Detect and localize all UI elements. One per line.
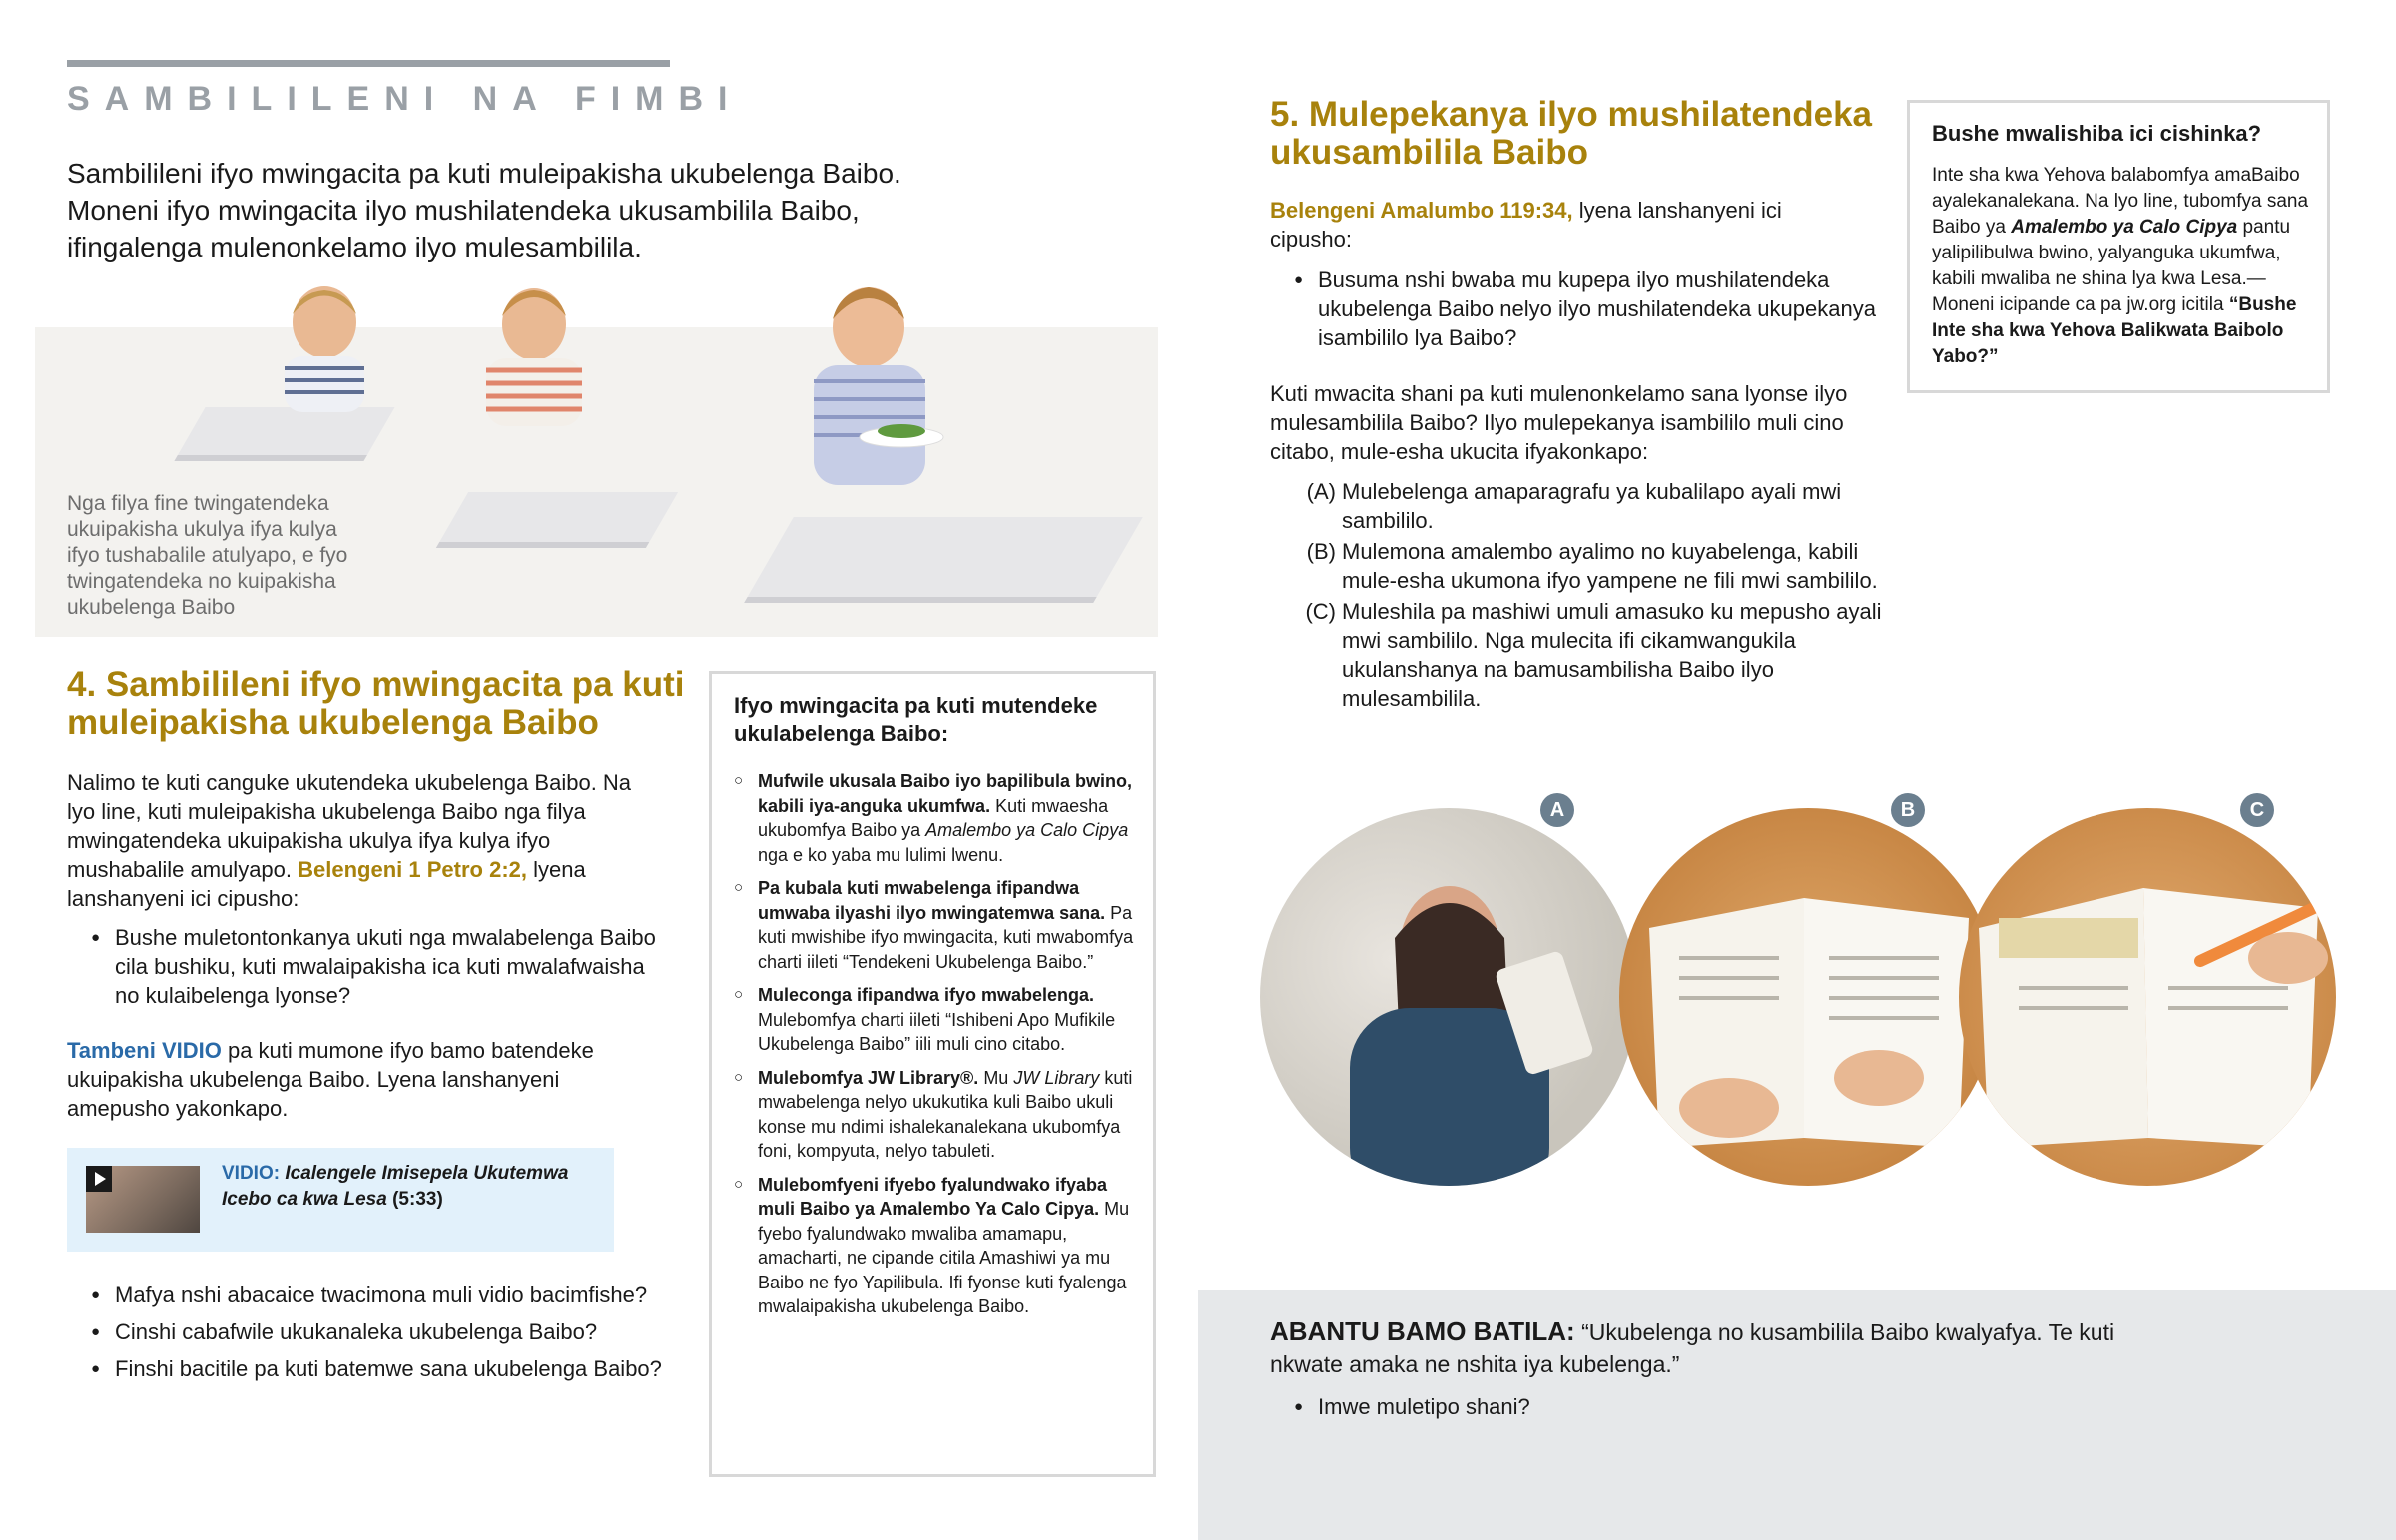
video-title: Icalengele Imisepela Ukutemwa Icebo ca kwa Lesa [222, 1163, 569, 1210]
woman-reading-icon [1260, 808, 1637, 1186]
tips-box [709, 671, 1156, 1477]
option-b: (B) Mulemona amalembo ayalimo no kuyabelenga, kabili mule-esha ukumona ifyo yampene ne fili mwi sambililo. [1306, 539, 1878, 593]
section-5-body: Kuti mwacita shani pa kuti mulenonkelamo sana lyonse ilyo mulesambilila Baibo? Ilyo mulepekanya isambililo muli cino citabo, mule-esha ukucita ifyakonkapo: [1270, 381, 1848, 464]
highlighter-book-icon [1959, 808, 2336, 1186]
video-thumbnail[interactable] [86, 1166, 200, 1233]
objection-text: “Ukubelenga no kusambilila Baibo kwalyafya. Te kuti nkwate amaka ne nshita iya kubelenga.” [1270, 1319, 2115, 1377]
list-item: ● Bushe muletontonkanya ukuti nga mwalabelenga Baibo cila bushiku, kuti mwalaipakisha ica kuti mwalafwaisha no kulaibelenga lyonse? [67, 923, 666, 1010]
play-icon[interactable] [86, 1166, 112, 1192]
tips-box-title: Ifyo mwingacita pa kuti mutendeke ukulabelenga Baibo: [734, 693, 1098, 746]
list-item: ● Mafya nshi abacaice twacimona muli vidio bacimfishe? [67, 1281, 686, 1309]
section-5-scripture [1270, 196, 1869, 254]
table-1 [174, 407, 394, 461]
image-c-highlighting [1959, 808, 2336, 1186]
video-duration: (5:33) [392, 1189, 443, 1210]
objection-quote [1270, 1315, 2148, 1380]
section-4-body-post: lyena lanshanyeni ici cipusho: [67, 857, 586, 911]
section-4-question [67, 923, 666, 1018]
option-a: (A) Mulebelenga amaparagrafu ya kubalilapo ayali mwi sambililo. [1306, 479, 1842, 533]
did-you-know-text: Inte sha kwa Yehova balabomfya amaBaibo ayalekanalekana. Na lyo line, tubomfya sana Baibo ya Amalembo ya Calo Cipya pantu yalipilibulwa bwino, yalyanguka ukumfwa, kabili mwaliba ne shina lya kwa Lesa.—Moneni icipande ca pa jw.org icitila “Bushe Inte sha kwa Yehova Balikwata Baibolo Yabo?” [1932, 165, 2309, 367]
boy-trying [444, 282, 614, 432]
objection-question [1270, 1392, 1869, 1429]
section-5-question [1270, 265, 1889, 360]
video-label: VIDIO: [222, 1163, 281, 1184]
video-questions [67, 1281, 686, 1391]
list-item: ● Cinshi cabafwile ukukanaleka ukubelenga Baibo? [67, 1317, 686, 1346]
table-3 [744, 517, 1143, 603]
boy-enjoying [774, 277, 963, 517]
watch-video-link[interactable]: Tambeni VIDIO [67, 1038, 222, 1063]
badge-c: C [2240, 793, 2274, 827]
video-card[interactable] [67, 1148, 614, 1252]
list-item: ○ Mulebomfyeni ifyebo fyalundwako ifyaba muli Baibo ya Amalembo Ya Calo Cipya. Mu fyebo fyalundwako mwaliba amamapu, amacharti, ne cipande citila Amashiwi ya mu Baibo ne fyo Yapilibula. Ifi fyonse kuti fyalenga mwalaipakisha ukubelenga Baibo. [734, 1173, 1138, 1319]
section-kicker: SAMBILILENI NA FIMBI [67, 80, 743, 118]
scripture-link-1-peter[interactable]: Belengeni 1 Petro 2:2, [298, 857, 527, 882]
list-item: ● Imwe muletipo shani? [1270, 1392, 1869, 1421]
table-2 [436, 492, 678, 548]
video-card-text[interactable] [222, 1161, 601, 1213]
list-item: ○ Muleconga ifipandwa ifyo mwabelenga. Mulebomfya charti iileti “Ishibeni Apo Mufikile Ukubelenga Baibo” iili muli cino citabo. [734, 983, 1138, 1057]
video-intro [67, 1036, 626, 1123]
video-intro-text: pa kuti mumone ifyo bamo batendeke ukuipakisha ukubelenga Baibo. Lyena lanshanyeni amepusho yakonkapo. [67, 1038, 594, 1121]
boy-reluctant [255, 282, 394, 412]
list-item: ○ Mulebomfya JW Library®. Mu JW Library kuti mwabelenga nelyo ukukutika kuli Baibo ukuli konse mu ndimi ishalekanalekana ukubomfya foni, kompyuta, nelyo tabuleti. [734, 1066, 1138, 1164]
list-item: ● Finshi bacitile pa kuti batemwe sana ukubelenga Baibo? [67, 1354, 686, 1383]
open-book-icon [1619, 808, 1997, 1186]
did-you-know-title: Bushe mwalishiba ici cishinka? [1932, 121, 2262, 146]
list-item: ○ Pa kubala kuti mwabelenga ifipandwa umwaba ilyashi ilyo mwingatemwa sana. Pa kuti mwishibe ifyo mwingacita, kuti mwabomfya charti iileti “Tendekeni Ukubelenga Baibo.” [734, 876, 1138, 974]
article-link[interactable]: “Bushe Inte sha kwa Yehova Balikwata Baibolo Yabo?” [1932, 294, 2297, 367]
option-c: (C) Muleshila pa mashiwi umuli amasuko ku mepusho ayali mwi sambililo. Nga mulecita ifi cikamwangukila ukulanshanya na bamusambilisha Baibo ilyo mulesambilila. [1305, 599, 1882, 711]
section-4-title: 4. Sambilileni ifyo mwingacita pa kuti muleipakisha ukubelenga Baibo [67, 665, 685, 742]
tips-list [734, 770, 1138, 1328]
badge-b: B [1891, 793, 1925, 827]
list-item: ● Busuma nshi bwaba mu kupepa ilyo mushilatendeka ukubelenga Baibo nelyo ilyo mushilatendeka ukupekanya isambililo lya Baibo? [1270, 265, 1889, 352]
section-4-body-pre: Nalimo te kuti canguke ukutendeka ukubelenga Baibo. Na lyo line, kuti muleipakisha ukubelenga Baibo nga filya mwingatendeka ukuipakisha ukulya ifya kulya ifyo mushabalile amulyapo. [67, 770, 632, 882]
badge-a: A [1540, 793, 1574, 827]
scripture-link-psalm[interactable]: Belengeni Amalumbo 119:34, [1270, 198, 1573, 223]
list-item: ○ Mufwile ukusala Baibo iyo bapilibula bwino, kabili iya-anguka ukumfwa. Kuti mwaesha ukubomfya Baibo ya Amalembo ya Calo Cipya nga e ko yaba mu lulimi lwenu. [734, 770, 1138, 867]
top-rule [67, 60, 670, 67]
objection-label: ABANTU BAMO BATILA: [1270, 1316, 1575, 1346]
did-you-know-box [1907, 100, 2330, 393]
illustration-caption: Nga filya fine twingatendeka ukuipakisha ukulya ifya kulya ifyo tushabalile atulyapo, e fyo twingatendeka no kuipakisha ukubelenga Baibo [67, 492, 348, 619]
image-a-reading-phone [1260, 808, 1637, 1186]
section-4-body [67, 769, 646, 913]
image-b-open-book [1619, 808, 1997, 1186]
section-5-ref-post: lyena lanshanyeni ici cipusho: [1270, 198, 1782, 252]
section-5-options [1270, 477, 1889, 715]
intro-paragraph: Sambilileni ifyo mwingacita pa kuti muleipakisha ukubelenga Baibo. Moneni ifyo mwingacita ilyo mushilatendeka ukusambilila Baibo, ifingalenga mulenonkelamo ilyo mulesambilila. [67, 158, 901, 262]
section-5-title: 5. Mulepekanya ilyo mushilatendeka ukusambilila Baibo [1270, 95, 1872, 172]
